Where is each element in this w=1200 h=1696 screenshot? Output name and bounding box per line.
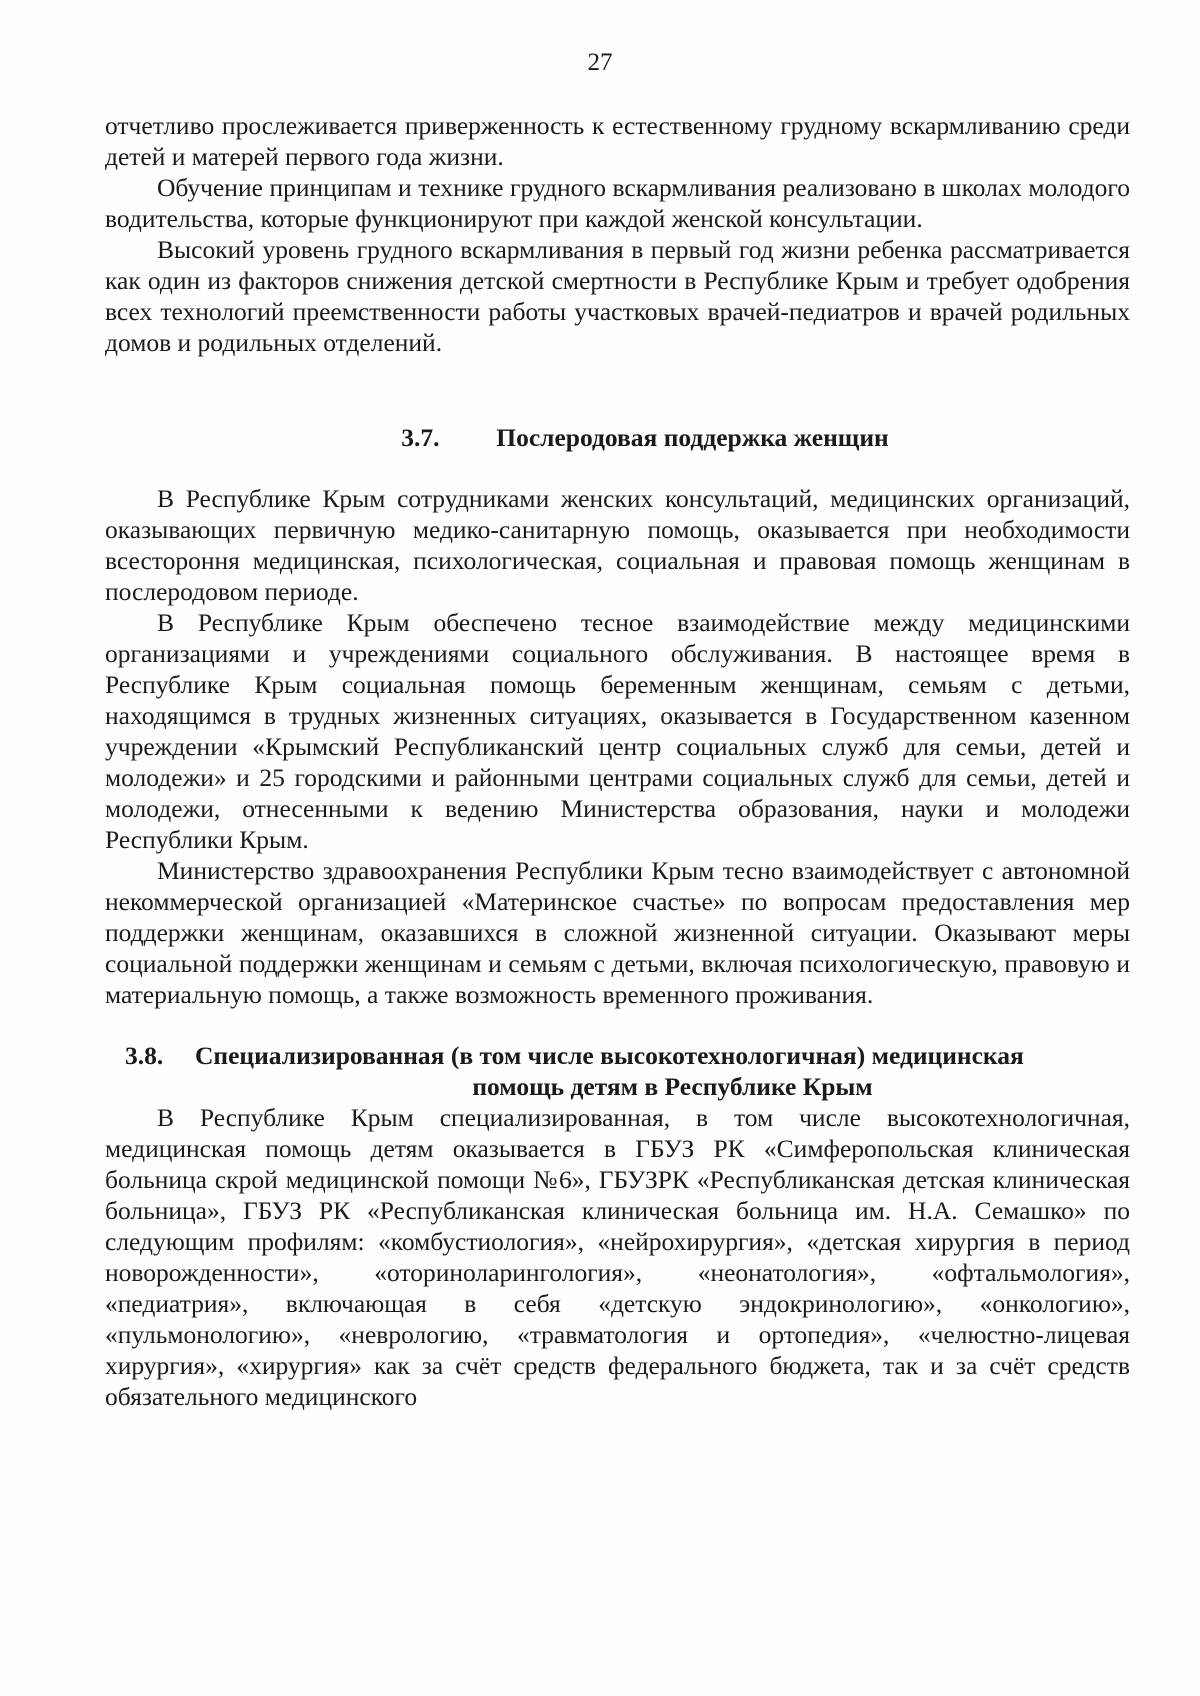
paragraph-specialized-care: В Республике Крым специализированная, в том числе высокотехнологичная, медицинская помощь детям оказывается в ГБУЗ РК «Симферопольская клиническая больница скрой медицинской помощи №6», ГБУЗРК «Республиканская детская клиническая больница», ГБУЗ РК «Республиканская клиническая больница им. Н.А. Семашко» по следующим профилям: «комбустиология», «нейрохирургия», «детская хирургия в период новорожденности», «оториноларингология», «неонатология», «офтальмология», «педиатрия», включающая в себя «детскую эндокринологию», «онкологию», «пульмонологию», «неврологию, «травматология и ортопедия», «челюстно-лицевая хирургия», «хирургия» как за счёт средств федерального бюджета, так и за счёт средств обязательного медицинского [105,1103,1130,1411]
section-gap [105,453,1130,483]
section-heading-3-8 [105,1040,1130,1102]
section-title: Послеродовая поддержка женщин [496,423,889,452]
paragraph-maternal-happiness: Министерство здравоохранения Республики Крым тесно взаимодействует с автономной некоммерческой организацией «Материнское счастье» по вопросам предоставления мер поддержки женщинам, оказавшихся в сложной жизненной ситуации. Оказывают меры социальной поддержки женщинам и семьям с детьми, включая психологическую, правовую и материальную помощь, а также возможность временного проживания. [105,856,1130,1009]
section-title-line-2: помощь детям в Республике Крым [472,1072,873,1101]
paragraph-postpartum-help: В Республике Крым сотрудниками женских консультаций, медицинских организаций, оказывающих первичную медико-санитарную помощь, оказывается при необходимости всестороння медицинская, психологическая, социальная и правовая помощь женщинам в послеродовом периоде. [105,484,1130,606]
section-title-line-1: Специализированная (в том числе высокотехнологичная) медицинская [195,1041,1024,1070]
paragraph-social-services: В Республике Крым обеспечено тесное взаимодействие между медицинскими организациями и учреждениями социального обслуживания. В настоящее время в Республике Крым социальная помощь беременным женщинам, семьям с детьми, находящимся в трудных жизненных ситуациях, оказывается в Государственном казенном учреждении «Крымский Республиканский центр социальных служб для семьи, детей и молодежи» и 25 городскими и районными центрами социальных служб для семьи, детей и молодежи, отнесенными к ведению Министерства образования, науки и молодежи Республики Крым. [105,608,1130,854]
section-gap [105,358,1130,422]
section-heading-3-7 [105,422,1130,453]
section-number: 3.7. [401,423,440,452]
paragraph-continuation: отчетливо прослеживается приверженность к естественному грудному вскармливанию среди детей и матерей первого года жизни. [105,111,1130,171]
section-gap [105,1010,1130,1040]
page-body [105,110,1130,1412]
paragraph-breastfeeding-training: Обучение принципам и технике грудного вскармливания реализовано в школах молодого водительства, которые функционируют при каждой женской консультации. [105,173,1130,233]
section-number: 3.8. [125,1041,164,1070]
page-number: 27 [587,49,613,76]
paragraph-breastfeeding-level: Высокий уровень грудного вскармливания в первый год жизни ребенка рассматривается как один из факторов снижения детской смертности в Республике Крым и требует одобрения всех технологий преемственности работы участковых врачей-педиатров и врачей родильных домов и родильных отделений. [105,235,1130,357]
